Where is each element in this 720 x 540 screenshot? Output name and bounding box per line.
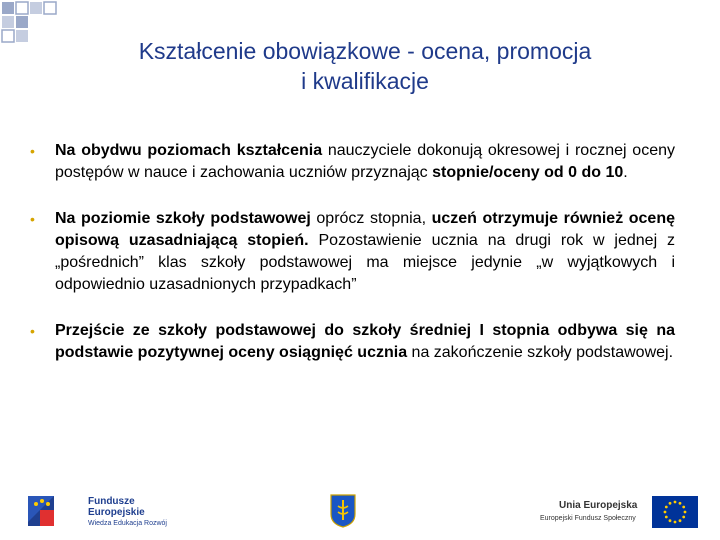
bullet-text: oprócz stopnia, — [310, 210, 432, 227]
fe-line-3: Wiedza Edukacja Rozwój — [88, 520, 167, 527]
footer-logos — [0, 486, 720, 540]
bullet-list — [30, 140, 675, 388]
coat-of-arms-icon — [330, 494, 356, 528]
eu-flag-icon — [652, 496, 698, 528]
ue-line-1: Unia Europejska — [559, 500, 638, 511]
ue-line-2: Europejski Fundusz Społeczny — [540, 515, 636, 522]
bullet-dot-icon: • — [30, 211, 35, 227]
slide-title — [40, 36, 690, 96]
bullet-text: . — [623, 164, 628, 181]
bullet-text: nauczyciele dokonują okresowej i rocznej oceny postępów w nauce i zachowania uczniów przyznając — [55, 142, 676, 181]
title-line-1: Kształcenie obowiązkowe - ocena, promocja — [138, 38, 592, 64]
fe-line-2: Europejskie — [88, 507, 145, 518]
bullet-dot-icon: • — [30, 323, 35, 339]
bullet-text: na zakończenie szkoły podstawowej. — [407, 344, 674, 361]
bullet-item-grading — [30, 140, 675, 184]
bullet-item-transition — [30, 320, 675, 364]
bullet-item-primary-school — [30, 208, 675, 296]
bullet-bold: Na obydwu poziomach kształcenia — [55, 142, 323, 159]
bullet-bold: Przejście ze szkoły podstawowej do szkoły średniej I stopnia odbywa się na podstawie pozytywnej oceny osiągnięć ucznia — [55, 322, 675, 361]
bullet-text: Pozostawienie ucznia na drugi rok w jednej z „pośrednich” klas szkoły podstawowej ma miejsce jedynie „w wyjątkowych i odpowiednio uzasadnionych przypadkach” — [55, 232, 676, 293]
fe-line-1: Fundusze — [88, 496, 135, 507]
bullet-dot-icon: • — [30, 143, 35, 159]
title-line-2: i kwalifikacje — [301, 68, 429, 94]
fundusze-europejskie-logo — [28, 490, 167, 534]
bullet-bold: Na poziomie szkoły podstawowej — [55, 210, 311, 227]
bullet-bold: stopnie/oceny od 0 do 10 — [432, 164, 624, 181]
fundusze-icon — [28, 492, 58, 532]
bullet-bold: uczeń otrzymuje również ocenę opisową uzasadniającą stopień. — [55, 210, 675, 249]
